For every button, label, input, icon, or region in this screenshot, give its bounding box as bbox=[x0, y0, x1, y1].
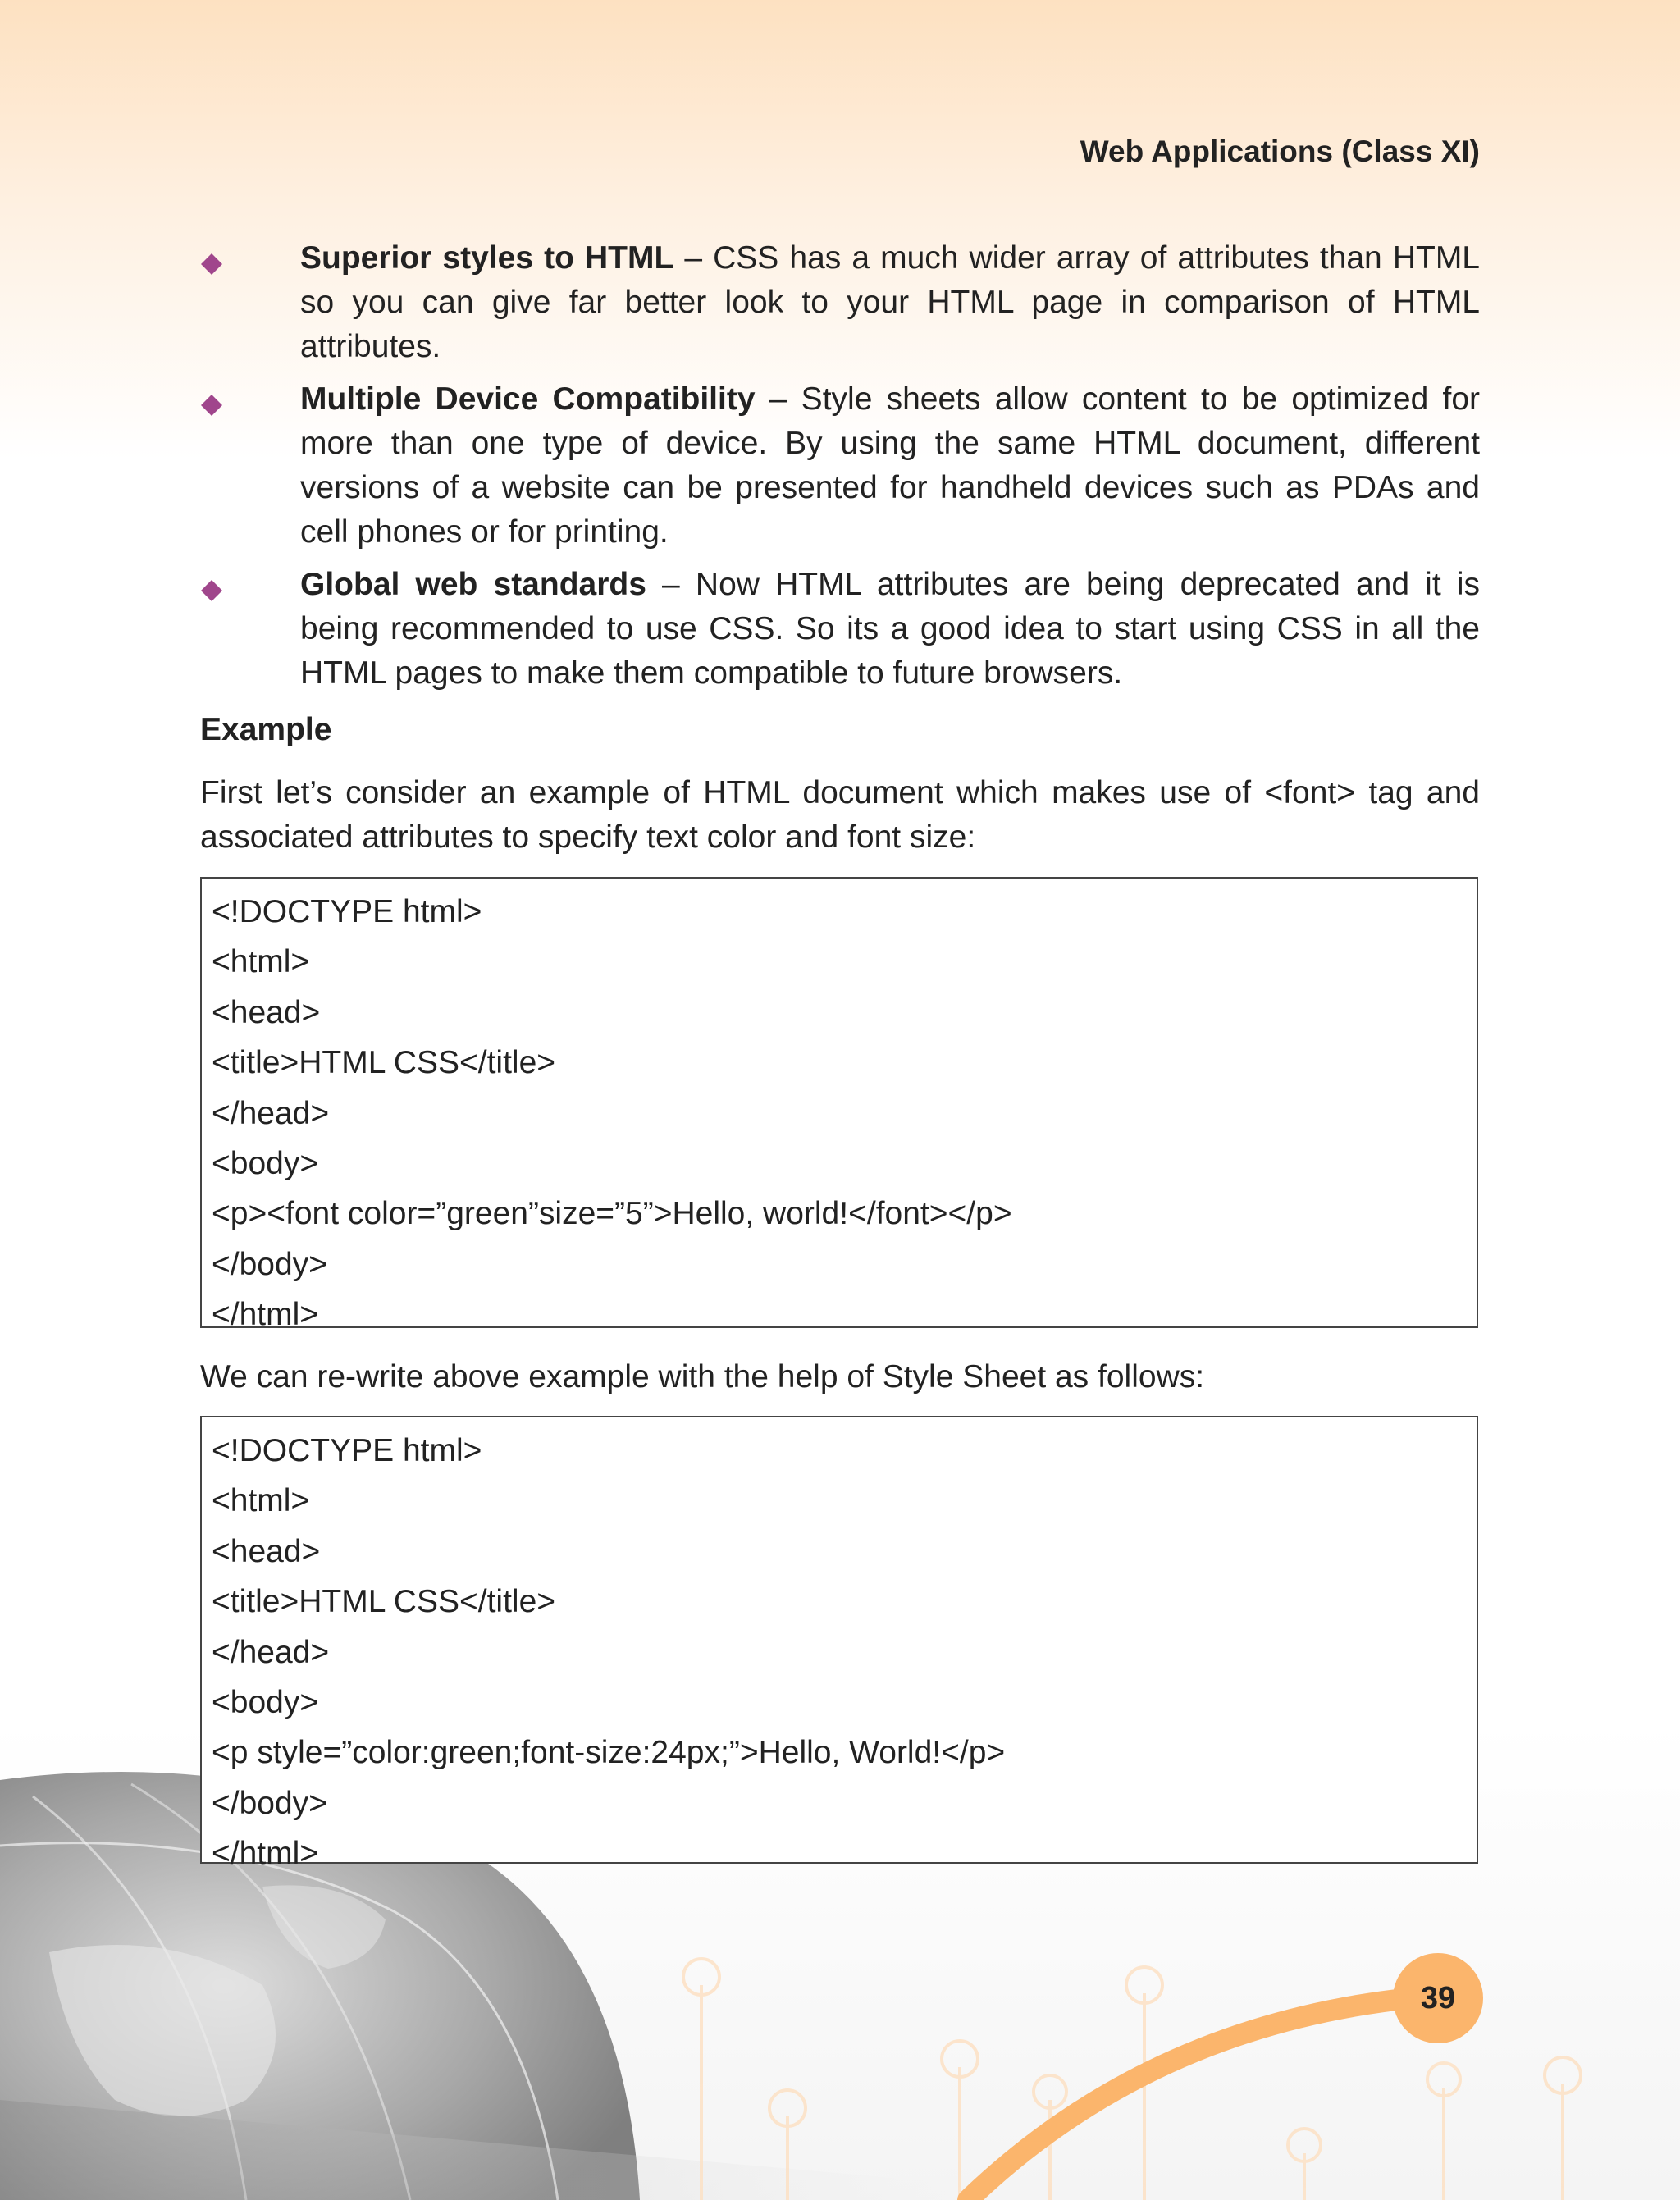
page-number-badge bbox=[1393, 1953, 1483, 2043]
code-line: <head> bbox=[212, 1533, 321, 1569]
code-line: <body> bbox=[212, 1684, 319, 1720]
code-line: <body> bbox=[212, 1145, 319, 1181]
diamond-icon bbox=[200, 394, 223, 417]
code-line: </body> bbox=[212, 1785, 327, 1821]
bullet-item bbox=[200, 563, 1480, 696]
code-line: <html> bbox=[212, 944, 310, 980]
code-line: <title>HTML CSS</title> bbox=[212, 1584, 556, 1620]
bullet-item bbox=[200, 377, 1480, 555]
bullet-text bbox=[300, 236, 1480, 369]
code-line: <!DOCTYPE html> bbox=[212, 1433, 482, 1468]
code-line: <p><font color=”green”size=”5”>Hello, world!</font></p> bbox=[212, 1196, 1012, 1232]
code-line: </html> bbox=[212, 1836, 319, 1872]
example-heading: Example bbox=[200, 712, 332, 747]
bullet-body: – Style sheets allow content to be optimized for more than one type of device. By using the same HTML document, different versions of a website can be presented for handheld devices such as PDAs and cell phones or for printing. bbox=[300, 381, 1481, 550]
page-number: 39 bbox=[1420, 1980, 1456, 2015]
code-line: </head> bbox=[212, 1634, 330, 1670]
code-line: <html> bbox=[212, 1483, 310, 1519]
bullet-body: – CSS has a much wider array of attributes than HTML so you can give far better look to your HTML page in comparison of HTML attributes. bbox=[300, 240, 1480, 364]
bullet-title: Superior styles to HTML bbox=[300, 240, 674, 276]
code-line: </head> bbox=[212, 1095, 330, 1131]
running-header: Web Applications (Class XI) bbox=[1080, 135, 1480, 168]
rewrite-intro-text: We can re-write above example with the help of Style Sheet as follows: bbox=[200, 1359, 1205, 1394]
code-line: <head> bbox=[212, 994, 321, 1030]
bullet-list bbox=[200, 236, 1480, 704]
code-line: <title>HTML CSS</title> bbox=[212, 1045, 556, 1081]
bullet-text bbox=[300, 563, 1480, 696]
bullet-title: Global web standards bbox=[300, 567, 646, 602]
bullet-item bbox=[200, 236, 1480, 369]
code-line: <p style=”color:green;font-size:24px;”>Hello, World!</p> bbox=[212, 1735, 1006, 1771]
diamond-icon bbox=[200, 253, 223, 276]
bullet-body: – Now HTML attributes are being deprecated and it is being recommended to use CSS. So its a good idea to start using CSS in all the HTML pages to make them compatible to future browsers. bbox=[300, 567, 1480, 691]
code-line: </html> bbox=[212, 1297, 319, 1333]
code-line: </body> bbox=[212, 1246, 327, 1282]
code-line: <!DOCTYPE html> bbox=[212, 894, 482, 929]
example-intro-text: First let’s consider an example of HTML document which makes use of <font> tag and associated attributes to specify text color and font size: bbox=[200, 775, 1480, 855]
bullet-text bbox=[300, 377, 1480, 555]
code-box-font-tag bbox=[200, 877, 1478, 1333]
diamond-icon bbox=[200, 579, 223, 602]
bullet-title: Multiple Device Compatibility bbox=[300, 381, 756, 417]
code-box-style-sheet bbox=[200, 1416, 1478, 1872]
